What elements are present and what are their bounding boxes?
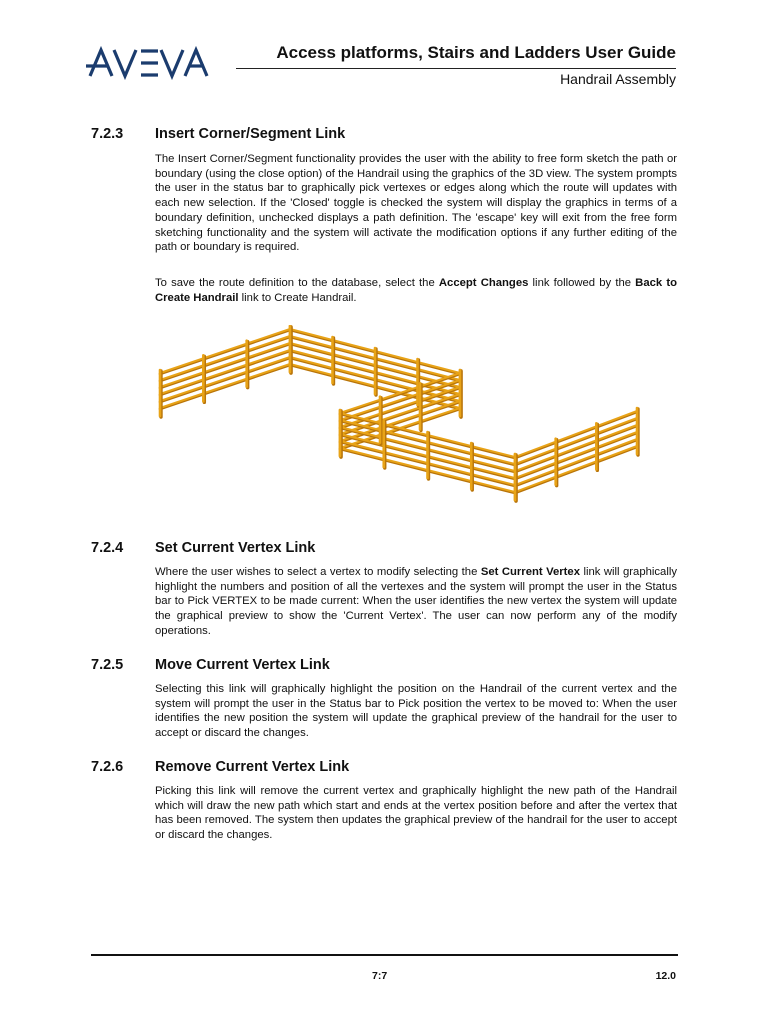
section-title: Remove Current Vertex Link (155, 759, 350, 775)
paragraph: Picking this link will remove the current vertex and graphically highlight the new path of the Handrail which will draw the new path which start and ends at the vertex position before and after the vertex that has been removed. The system then updates the graphical preview of the handrail for the user to accept or discard the changes. (155, 785, 677, 842)
section-title: Set Current Vertex Link (155, 540, 316, 556)
back-to-create-handrail-link-ref: Back to Create Handrail (155, 277, 677, 304)
footer-rule (91, 954, 678, 956)
section-heading (91, 657, 330, 673)
page-number: 7:7 (372, 970, 388, 982)
handrail-member (160, 357, 290, 401)
section-heading (91, 126, 345, 142)
accept-changes-link-ref: Accept Changes (438, 277, 529, 289)
paragraph: The Insert Corner/Segment functionality provides the user with the ability to free form sketch the path or boundary (using the close option) of the Handrail using the graphics of the 3D view. The system prompts the user in the status bar to graphically pick vertexes or edges along which the route will updates with each new selection. If the 'Closed' toggle is checked the system will display the graphics in terms of a boundary definition, unchecked displays a path definition. The 'escape' key will exit from the free form sketching functionality and the system will activate the modification options if any further editing of the path or boundary is required. (155, 153, 677, 254)
aveva-logo (86, 46, 210, 80)
handrail-3d-figure (155, 325, 645, 503)
section-number: 7.2.6 (91, 759, 124, 775)
section-number: 7.2.3 (91, 126, 124, 142)
section-heading (91, 540, 315, 556)
document-subtitle: Handrail Assembly (560, 71, 676, 87)
section-number: 7.2.5 (91, 657, 124, 673)
paragraph: Selecting this link will graphically highlight the position on the Handrail of the current vertex and the system will prompt the user in the Status bar to Pick position the vertex to be moved to: When the user identifies the new position the system will update the graphical preview of the handrail for the user to accept or discard the changes. (155, 683, 677, 740)
handrail-member (515, 446, 637, 492)
paragraph: To save the route definition to the database, select the Accept Changes link followed by the Back to Create Handrail link to Create Handrail. (155, 277, 677, 304)
section-heading (91, 759, 349, 775)
version-number: 12.0 (655, 970, 676, 982)
document-title: Access platforms, Stairs and Ladders User Guide (276, 43, 676, 62)
paragraph: Where the user wishes to select a vertex to modify selecting the Set Current Vertex link will graphically highlight the numbers and position of all the vertexes and the system will prompt the user in the Status bar to Pick VERTEX to be made current: When the user identifies the new vertex the system will update the graphical preview to show the 'Current Vertex'. The user can now perform any of the modify operations. (155, 566, 677, 637)
section-title: Move Current Vertex Link (155, 657, 330, 673)
handrail-member (515, 439, 637, 485)
section-title: Insert Corner/Segment Link (155, 126, 346, 142)
set-current-vertex-link-ref: Set Current Vertex (480, 566, 581, 578)
section-number: 7.2.4 (91, 540, 124, 556)
header-rule (236, 68, 676, 69)
handrail-member (160, 364, 290, 408)
